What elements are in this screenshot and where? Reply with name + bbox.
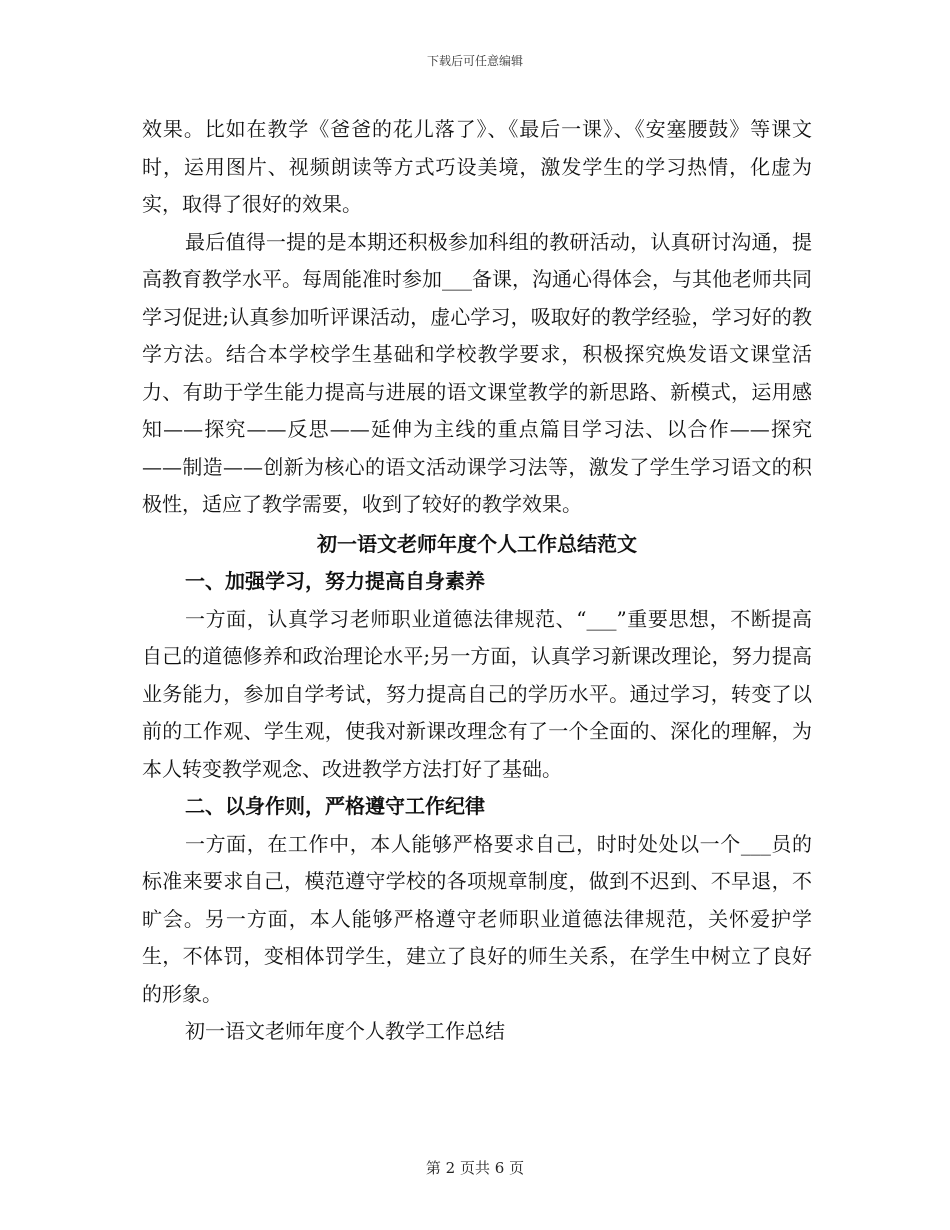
section-heading-2: 二、以身作则，严格遵守工作纪律 — [185, 794, 485, 818]
paragraph-teaching-research: 最后值得一提的是本期还积极参加科组的教研活动，认真研讨沟通，提高教育教学水平。每周能准时参加___备课，沟通心得体会，与其他老师共同学习促进;认真参加听评课活动，虚心学习，吸取好的教学经验，学习好的教学方法。结合本学校学生基础和学校教学要求，积极探究焕发语文课堂活力、有助于学生能力提高与进展的语文课堂教学的新思路、新模式，运用感知——探究——反思——延伸为主线的重点篇目学习法、以合作——探究——制造——创新为核心的语文活动课学习法等，激发了学生学习语文的积极性，适应了教学需要，收到了较好的教学效果。 — [142, 229, 812, 516]
paragraph-next-title: 初一语文老师年度个人教学工作总结 — [185, 1019, 505, 1043]
paragraph-discipline: 一方面，在工作中，本人能够严格要求自己，时时处处以一个___员的标准来要求自己，模范遵守学校的各项规章制度，做到不迟到、不早退，不旷会。另一方面，本人能够严格遵守老师职业道德法律规范，关怀爱护学生，不体罚，变相体罚学生，建立了良好的师生关系，在学生中树立了良好的形象。 — [142, 831, 812, 1006]
paragraph-continuation: 效果。比如在教学《爸爸的花儿落了》、《最后一课》、《安塞腰鼓》等课文时，运用图片、视频朗读等方式巧设美境，激发学生的学习热情，化虚为实，取得了很好的效果。 — [142, 117, 812, 216]
section-heading-1: 一、加强学习，努力提高自身素养 — [185, 569, 485, 593]
document-body — [142, 111, 812, 1051]
document-title: 初一语文老师年度个人工作总结范文 — [317, 531, 637, 556]
page-number: 第 2 页共 6 页 — [425, 1159, 525, 1177]
page-header: 下载后可任意编辑 — [426, 54, 523, 68]
paragraph-study: 一方面，认真学习老师职业道德法律规范、“___”重要思想，不断提高自己的道德修养和政治理论水平;另一方面，认真学习新课改理论，努力提高业务能力，参加自学考试，努力提高自己的学历水平。通过学习，转变了以前的工作观、学生观，使我对新课改理念有了一个全面的、深化的理解，为本人转变教学观念、改进教学方法打好了基础。 — [142, 606, 812, 781]
